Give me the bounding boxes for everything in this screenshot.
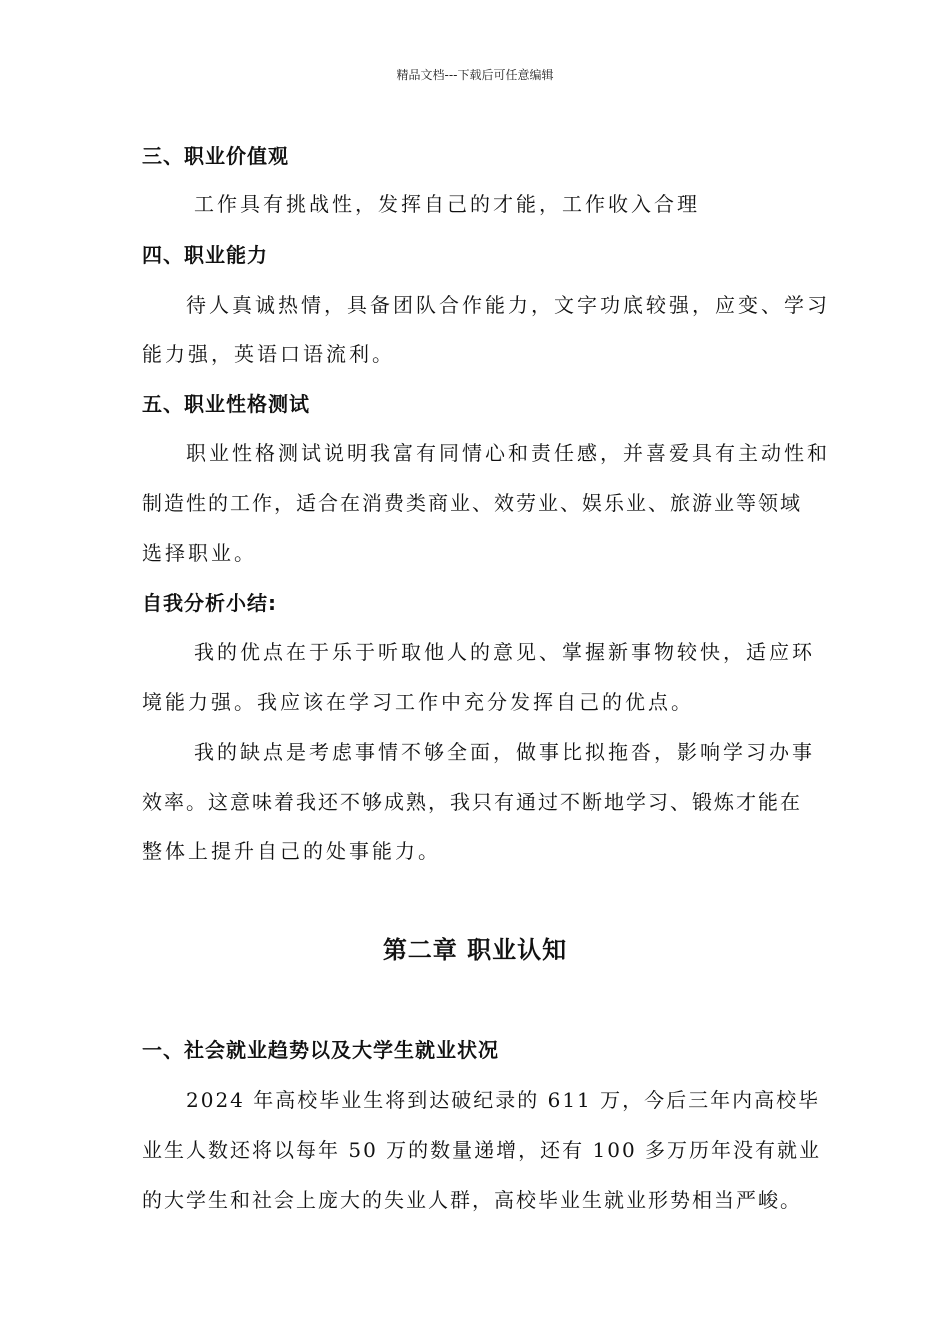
section-heading-values: 三、职业价值观 bbox=[142, 144, 289, 168]
paragraph-line: 2024 年高校毕业生将到达破纪录的 611 万，今后三年内高校毕 bbox=[186, 1088, 821, 1112]
paragraph-line: 选择职业。 bbox=[142, 541, 257, 565]
section-heading-summary: 自我分析小结: bbox=[142, 591, 277, 615]
section-heading-personality: 五、职业性格测试 bbox=[142, 392, 310, 416]
paragraph-line: 待人真诚热情，具备团队合作能力，文字功底较强，应变、学习 bbox=[186, 293, 830, 317]
section-heading-employment-trend: 一、社会就业趋势以及大学生就业状况 bbox=[142, 1038, 499, 1062]
page-header: 精品文档---下载后可任意编辑 bbox=[396, 68, 554, 82]
paragraph-line: 工作具有挑战性，发挥自己的才能，工作收入合理 bbox=[194, 192, 700, 216]
paragraph-line: 的大学生和社会上庞大的失业人群，高校毕业生就业形势相当严峻。 bbox=[142, 1188, 802, 1212]
section-heading-ability: 四、职业能力 bbox=[142, 243, 268, 267]
paragraph-line: 效率。这意味着我还不够成熟，我只有通过不断地学习、锻炼才能在 bbox=[142, 790, 802, 814]
paragraph-line: 制造性的工作，适合在消费类商业、效劳业、娱乐业、旅游业等领域 bbox=[142, 491, 802, 515]
paragraph-line: 能力强，英语口语流利。 bbox=[142, 342, 395, 366]
paragraph-line: 我的缺点是考虑事情不够全面，做事比拟拖沓，影响学习办事 bbox=[194, 740, 815, 764]
paragraph-line: 整体上提升自己的处事能力。 bbox=[142, 839, 441, 863]
paragraph-line: 业生人数还将以每年 50 万的数量递增，还有 100 多万历年没有就业 bbox=[142, 1138, 822, 1162]
paragraph-line: 职业性格测试说明我富有同情心和责任感，并喜爱具有主动性和 bbox=[186, 441, 830, 465]
paragraph-line: 境能力强。我应该在学习工作中充分发挥自己的优点。 bbox=[142, 690, 694, 714]
paragraph-line: 我的优点在于乐于听取他人的意见、掌握新事物较快，适应环 bbox=[194, 640, 815, 664]
chapter-title: 第二章 职业认知 bbox=[382, 936, 568, 964]
